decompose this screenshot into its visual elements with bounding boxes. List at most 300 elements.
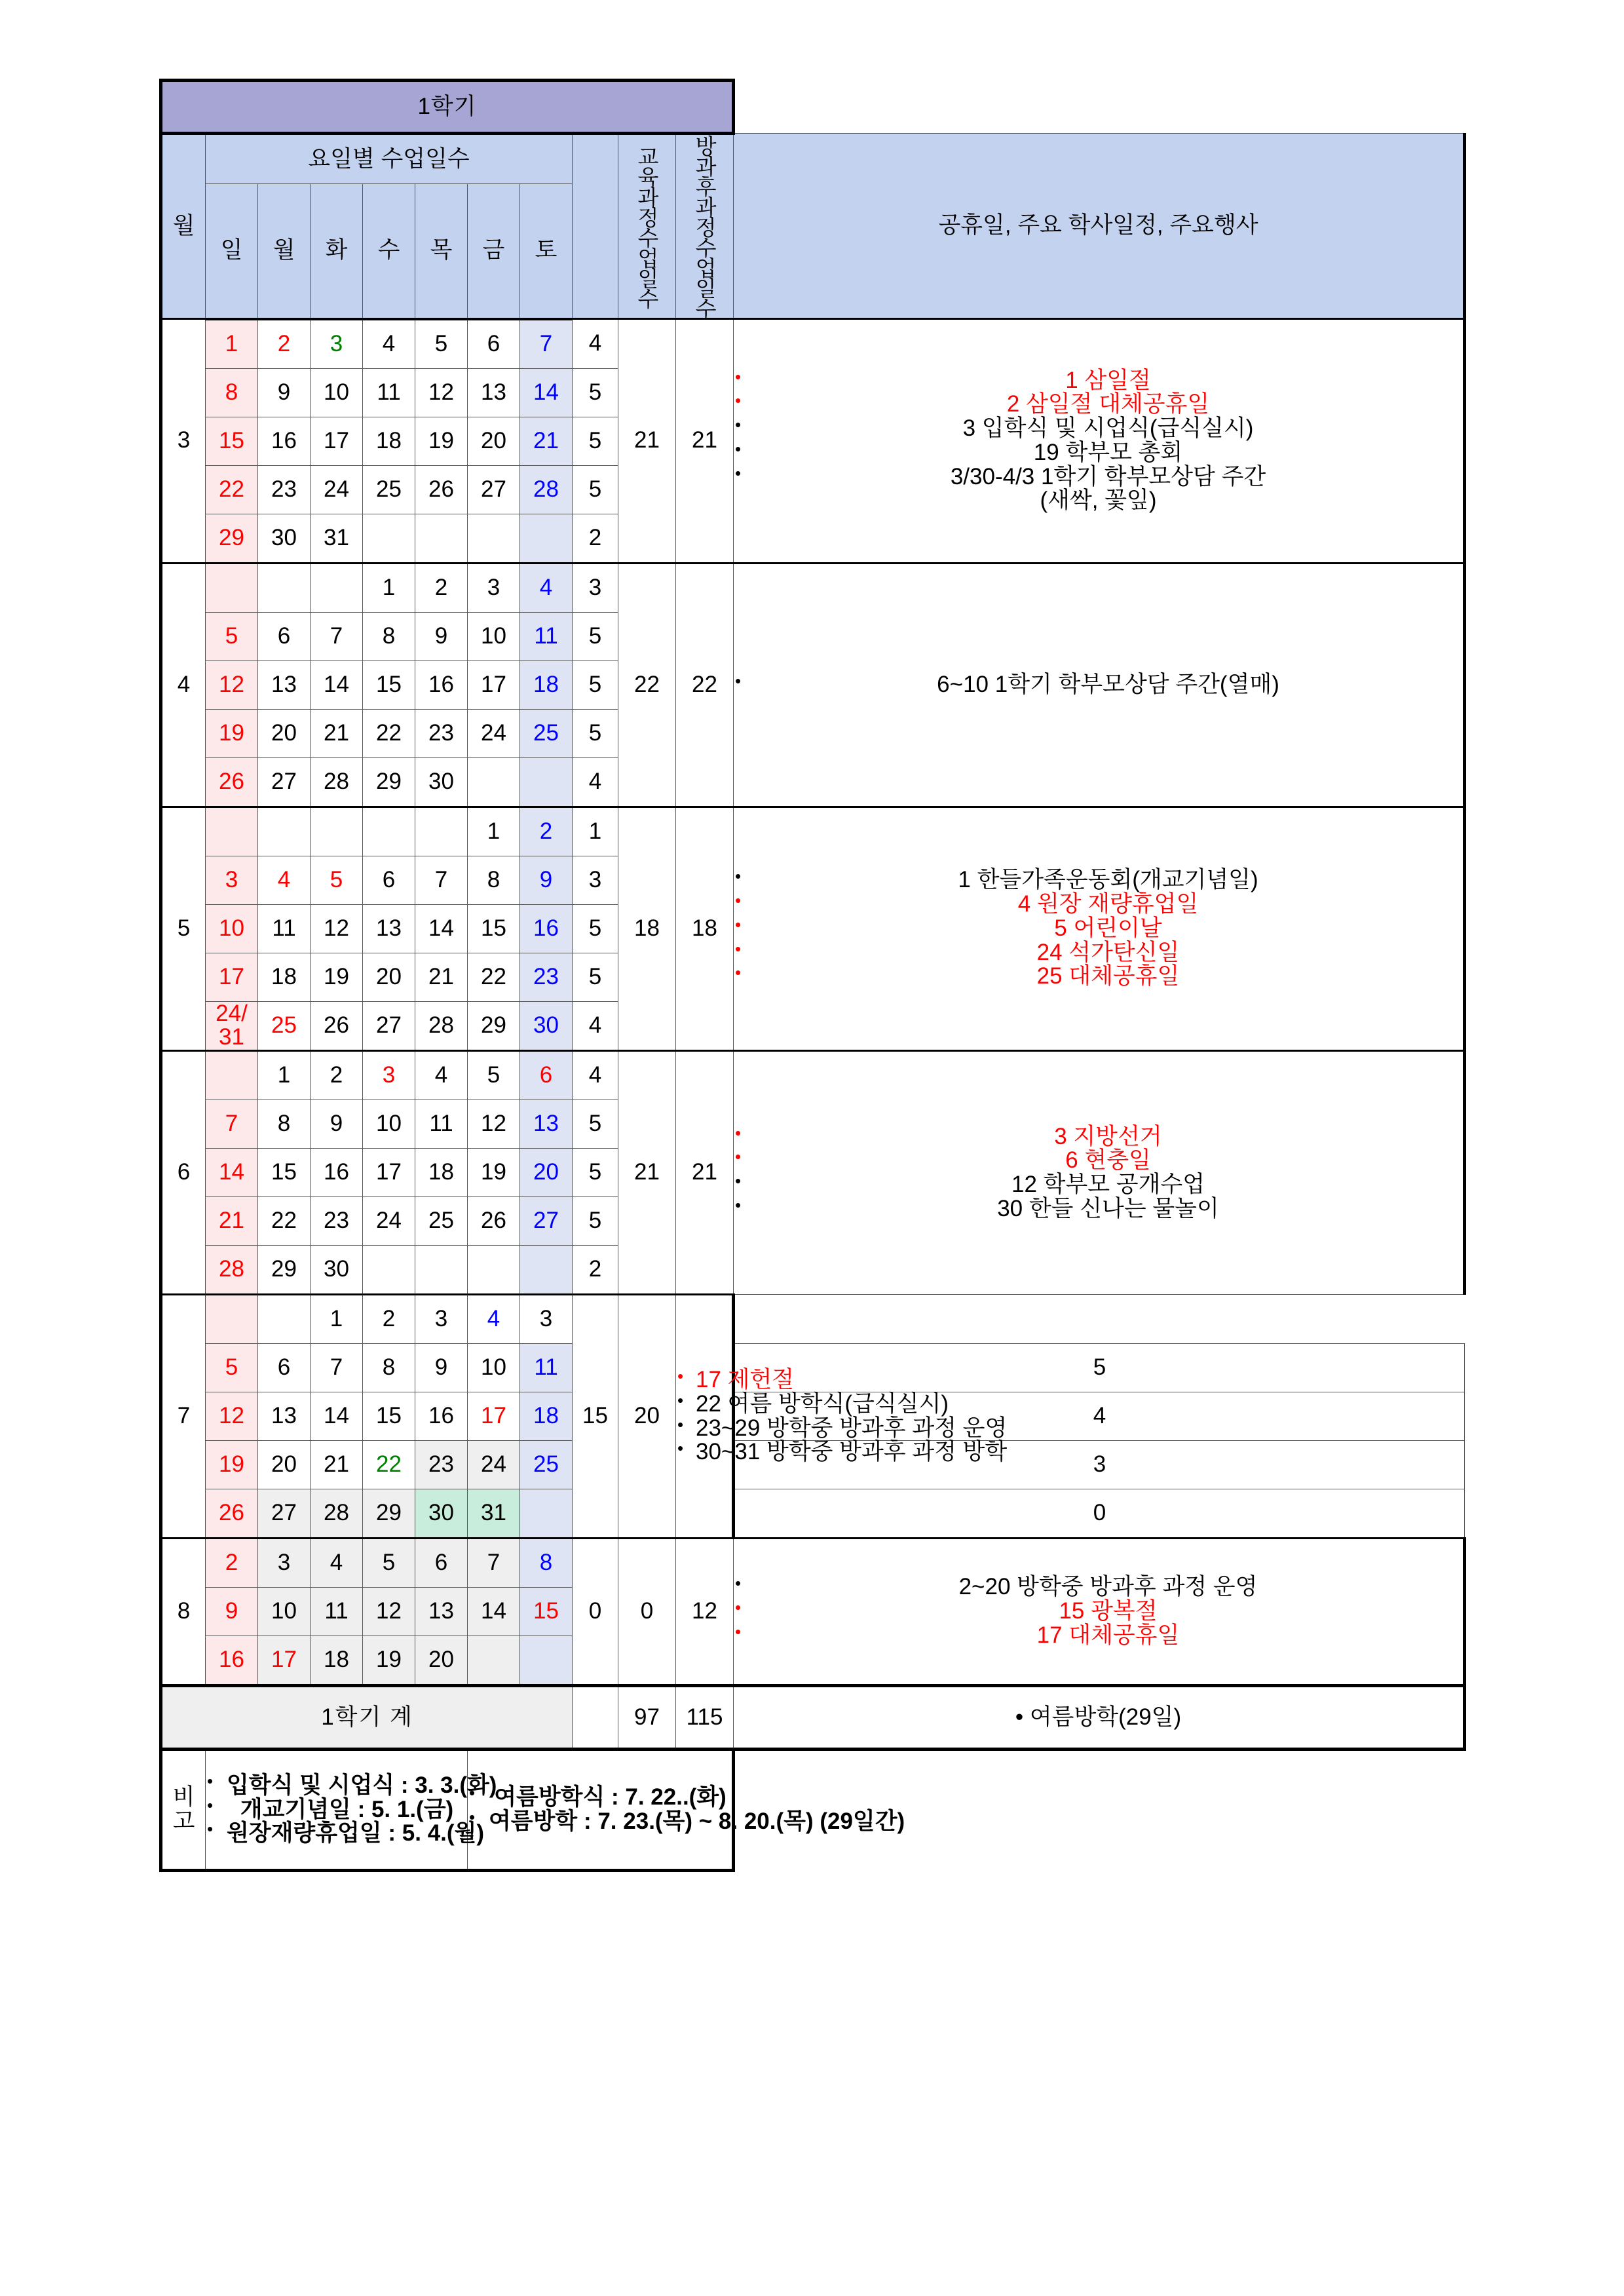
day-cell: 9 bbox=[520, 856, 573, 904]
day-cell: 27 bbox=[258, 757, 311, 807]
day-cell bbox=[363, 1246, 415, 1295]
week-day-count: 5 bbox=[573, 368, 618, 417]
remark-item: • 여름방학 : 7. 23.(목) ~ 8. 20.(목) (29일간) bbox=[468, 1810, 732, 1834]
day-cell bbox=[258, 807, 311, 856]
day-cell: 2 bbox=[311, 1051, 363, 1100]
day-cell: 8 bbox=[520, 1539, 573, 1588]
day-cell: 22 bbox=[206, 465, 258, 514]
day-cell: 30 bbox=[415, 757, 468, 807]
remark-label: 비고 bbox=[161, 1750, 206, 1871]
day-cell: 5 bbox=[468, 1051, 520, 1100]
day-cell: 28 bbox=[206, 1246, 258, 1295]
week-day-count: 4 bbox=[573, 1051, 618, 1100]
events-list bbox=[676, 1367, 1008, 1465]
day-cell bbox=[258, 1295, 311, 1344]
day-cell: 28 bbox=[311, 757, 363, 807]
week-day-count: 3 bbox=[520, 1295, 573, 1344]
day-cell: 13 bbox=[520, 1100, 573, 1149]
day-cell: 10 bbox=[468, 1344, 520, 1392]
day-cell: 9 bbox=[415, 612, 468, 660]
day-cell: 8 bbox=[468, 856, 520, 904]
day-cell: 21 bbox=[206, 1197, 258, 1246]
week-day-count: 5 bbox=[573, 465, 618, 514]
afterschool-days-value: 22 bbox=[676, 563, 734, 807]
day-cell: 15 bbox=[520, 1588, 573, 1636]
day-cell: 6 bbox=[415, 1539, 468, 1588]
day-cell bbox=[468, 757, 520, 807]
day-cell: 21 bbox=[311, 1441, 363, 1489]
remark-left-list bbox=[206, 1772, 497, 1846]
curriculum-days-value: 21 bbox=[618, 319, 676, 564]
week-day-count: 5 bbox=[573, 660, 618, 709]
calendar-table bbox=[159, 79, 1466, 1872]
header-dow-wed: 수 bbox=[363, 184, 415, 319]
day-cell: 2 bbox=[363, 1295, 415, 1344]
day-cell: 14 bbox=[415, 904, 468, 953]
week-day-count: 3 bbox=[573, 856, 618, 904]
day-cell: 13 bbox=[258, 1392, 311, 1441]
day-cell bbox=[363, 514, 415, 563]
day-cell: 5 bbox=[363, 1539, 415, 1588]
day-cell: 17 bbox=[258, 1636, 311, 1686]
events-list bbox=[734, 868, 1463, 989]
day-cell: 15 bbox=[363, 660, 415, 709]
day-cell: 19 bbox=[206, 709, 258, 757]
day-cell: 10 bbox=[258, 1588, 311, 1636]
day-cell: 5 bbox=[206, 612, 258, 660]
day-cell: 28 bbox=[520, 465, 573, 514]
day-cell: 16 bbox=[520, 904, 573, 953]
curriculum-days-value: 0 bbox=[618, 1539, 676, 1686]
events-cell bbox=[734, 1051, 1465, 1295]
day-cell: 1 bbox=[363, 563, 415, 612]
day-cell: 11 bbox=[258, 904, 311, 953]
day-cell: 11 bbox=[415, 1100, 468, 1149]
day-cell bbox=[520, 1489, 573, 1539]
event-item: • 12 학부모 공개수업 bbox=[734, 1173, 1463, 1197]
day-cell: 28 bbox=[415, 1001, 468, 1051]
week-day-count: 4 bbox=[573, 757, 618, 807]
event-item: • 1 한들가족운동회(개교기념일) bbox=[734, 868, 1463, 892]
afterschool-days-value: 21 bbox=[676, 1051, 734, 1295]
event-item: • 1 삼일절 bbox=[734, 369, 1463, 393]
day-cell: 7 bbox=[311, 1344, 363, 1392]
week-day-count: 5 bbox=[573, 612, 618, 660]
day-cell: 4 bbox=[468, 1295, 520, 1344]
week-day-count: 5 bbox=[573, 417, 618, 465]
day-cell: 9 bbox=[258, 368, 311, 417]
day-cell: 27 bbox=[258, 1489, 311, 1539]
day-cell: 25 bbox=[520, 709, 573, 757]
events-list bbox=[734, 673, 1463, 697]
day-cell: 9 bbox=[415, 1344, 468, 1392]
day-cell: 14 bbox=[311, 1392, 363, 1441]
day-cell: 13 bbox=[468, 368, 520, 417]
day-cell: 11 bbox=[311, 1588, 363, 1636]
week-day-count: 4 bbox=[573, 319, 618, 369]
day-cell: 3 bbox=[363, 1051, 415, 1100]
day-cell: 29 bbox=[468, 1001, 520, 1051]
day-cell: 18 bbox=[520, 1392, 573, 1441]
afterschool-days-value: 21 bbox=[676, 319, 734, 564]
afterschool-days-value: 18 bbox=[676, 807, 734, 1051]
day-cell bbox=[363, 807, 415, 856]
day-cell: 29 bbox=[363, 1489, 415, 1539]
event-item: • 19 학부모 총회 bbox=[734, 441, 1463, 465]
day-cell: 18 bbox=[258, 953, 311, 1001]
day-cell: 19 bbox=[415, 417, 468, 465]
header-month: 월 bbox=[161, 134, 206, 319]
events-cell bbox=[734, 807, 1465, 1051]
day-cell bbox=[206, 1051, 258, 1100]
day-cell: 19 bbox=[468, 1149, 520, 1197]
week-day-count: 0 bbox=[734, 1489, 1465, 1539]
day-cell: 7 bbox=[468, 1539, 520, 1588]
header-curriculum-days bbox=[618, 134, 676, 319]
events-cell bbox=[734, 319, 1465, 564]
day-cell: 8 bbox=[258, 1100, 311, 1149]
day-cell: 16 bbox=[206, 1636, 258, 1686]
total-week-count bbox=[573, 1686, 618, 1750]
day-cell: 1 bbox=[206, 319, 258, 369]
day-cell: 8 bbox=[363, 612, 415, 660]
day-cell: 9 bbox=[311, 1100, 363, 1149]
week-day-count: 2 bbox=[573, 1246, 618, 1295]
events-cell bbox=[676, 1295, 1008, 1539]
day-cell: 4 bbox=[415, 1051, 468, 1100]
day-cell: 8 bbox=[206, 368, 258, 417]
day-cell: 2 bbox=[520, 807, 573, 856]
event-item: • 30 한들 신나는 물놀이 bbox=[734, 1197, 1463, 1221]
event-item: • 3 지방선거 bbox=[734, 1125, 1463, 1149]
day-cell: 24 bbox=[363, 1197, 415, 1246]
day-cell: 7 bbox=[520, 319, 573, 369]
day-cell: 24 bbox=[468, 1441, 520, 1489]
event-item: • 30~31 방학중 방과후 과정 방학 bbox=[676, 1440, 732, 1464]
semester-title: 1학기 bbox=[161, 81, 734, 134]
week-day-count: 4 bbox=[734, 1392, 1465, 1441]
day-cell: 20 bbox=[258, 1441, 311, 1489]
day-cell: 16 bbox=[258, 417, 311, 465]
day-cell: 11 bbox=[520, 612, 573, 660]
header-afterschool-days bbox=[676, 134, 734, 319]
day-cell: 20 bbox=[468, 417, 520, 465]
day-cell: 6 bbox=[258, 612, 311, 660]
day-cell: 10 bbox=[468, 612, 520, 660]
total-afterschool-days: 115 bbox=[676, 1686, 734, 1750]
day-cell: 2 bbox=[415, 563, 468, 612]
day-cell: 23 bbox=[258, 465, 311, 514]
day-cell bbox=[468, 514, 520, 563]
week-day-count: 5 bbox=[573, 709, 618, 757]
day-cell: 12 bbox=[415, 368, 468, 417]
day-cell: 20 bbox=[258, 709, 311, 757]
day-cell: 21 bbox=[311, 709, 363, 757]
day-cell: 14 bbox=[206, 1149, 258, 1197]
day-cell: 23 bbox=[415, 1441, 468, 1489]
total-curriculum-days: 97 bbox=[618, 1686, 676, 1750]
day-cell: 30 bbox=[415, 1489, 468, 1539]
week-day-count: 5 bbox=[573, 904, 618, 953]
day-cell: 31 bbox=[468, 1489, 520, 1539]
day-cell: 20 bbox=[415, 1636, 468, 1686]
header-dow-sun: 일 bbox=[206, 184, 258, 319]
event-item: • 4 원장 재량휴업일 bbox=[734, 892, 1463, 917]
day-cell bbox=[520, 1636, 573, 1686]
day-cell bbox=[206, 1295, 258, 1344]
event-item: • 17 대체공휴일 bbox=[734, 1624, 1463, 1648]
event-item: (새싹, 꽃잎) bbox=[1040, 488, 1157, 514]
day-cell: 15 bbox=[468, 904, 520, 953]
day-cell: 1 bbox=[468, 807, 520, 856]
day-cell: 23 bbox=[415, 709, 468, 757]
day-cell: 31 bbox=[311, 514, 363, 563]
day-cell: 13 bbox=[363, 904, 415, 953]
month-number: 3 bbox=[161, 319, 206, 564]
day-cell: 4 bbox=[520, 563, 573, 612]
event-item: • 3/30-4/3 1학기 학부모상담 주간 bbox=[734, 465, 1463, 489]
day-cell: 6 bbox=[363, 856, 415, 904]
day-cell: 15 bbox=[363, 1392, 415, 1441]
event-item: • 3 입학식 및 시업식(급식실시) bbox=[734, 417, 1463, 441]
day-cell bbox=[311, 807, 363, 856]
header-week-count bbox=[573, 134, 618, 319]
day-cell: 30 bbox=[520, 1001, 573, 1051]
remark-right-list bbox=[468, 1784, 905, 1834]
day-cell: 26 bbox=[468, 1197, 520, 1246]
header-dow-mon: 월 bbox=[258, 184, 311, 319]
month-number: 4 bbox=[161, 563, 206, 807]
day-cell: 26 bbox=[415, 465, 468, 514]
header-events: 공휴일, 주요 학사일정, 주요행사 bbox=[734, 134, 1465, 319]
afterschool-days-value: 20 bbox=[618, 1295, 676, 1539]
day-cell bbox=[468, 1246, 520, 1295]
day-cell: 17 bbox=[206, 953, 258, 1001]
week-day-count: 2 bbox=[573, 514, 618, 563]
day-cell: 25 bbox=[520, 1441, 573, 1489]
day-cell bbox=[415, 514, 468, 563]
week-day-count: 1 bbox=[573, 807, 618, 856]
day-cell: 25 bbox=[363, 465, 415, 514]
event-item: • 24 석가탄신일 bbox=[734, 941, 1463, 965]
event-item: • 2 삼일절 대체공휴일 bbox=[734, 392, 1463, 417]
day-cell bbox=[468, 1636, 520, 1686]
day-cell: 19 bbox=[363, 1636, 415, 1686]
remark-item: • 개교기념일 : 5. 1.(금) bbox=[206, 1798, 467, 1822]
day-cell: 9 bbox=[206, 1588, 258, 1636]
events-cell bbox=[734, 1539, 1465, 1686]
day-cell: 14 bbox=[311, 660, 363, 709]
day-cell: 29 bbox=[206, 514, 258, 563]
day-cell: 20 bbox=[520, 1149, 573, 1197]
week-day-count: 5 bbox=[573, 1149, 618, 1197]
day-cell bbox=[520, 1246, 573, 1295]
week-day-count: 5 bbox=[573, 1197, 618, 1246]
event-item: • 15 광복절 bbox=[734, 1599, 1463, 1624]
day-cell: 22 bbox=[363, 709, 415, 757]
event-item: • 25 대체공휴일 bbox=[734, 965, 1463, 989]
day-cell: 12 bbox=[206, 660, 258, 709]
week-day-count: 0 bbox=[573, 1539, 618, 1686]
day-cell: 24 bbox=[311, 465, 363, 514]
day-cell: 13 bbox=[415, 1588, 468, 1636]
week-day-count: 3 bbox=[734, 1441, 1465, 1489]
month-number: 7 bbox=[161, 1295, 206, 1539]
day-cell: 14 bbox=[468, 1588, 520, 1636]
day-cell: 16 bbox=[415, 1392, 468, 1441]
day-cell: 21 bbox=[520, 417, 573, 465]
day-cell: 12 bbox=[363, 1588, 415, 1636]
day-cell: 24 bbox=[468, 709, 520, 757]
day-cell: 25 bbox=[415, 1197, 468, 1246]
remark-right bbox=[468, 1750, 905, 1871]
day-cell: 5 bbox=[311, 856, 363, 904]
day-cell: 29 bbox=[363, 757, 415, 807]
remark-left bbox=[206, 1750, 497, 1871]
day-cell: 6 bbox=[520, 1051, 573, 1100]
week-day-count: 4 bbox=[573, 1001, 618, 1051]
curriculum-days-value: 22 bbox=[618, 563, 676, 807]
day-cell: 18 bbox=[311, 1636, 363, 1686]
day-cell: 3 bbox=[311, 319, 363, 369]
curriculum-days-value: 15 bbox=[573, 1295, 618, 1539]
day-cell: 17 bbox=[363, 1149, 415, 1197]
day-cell: 8 bbox=[363, 1344, 415, 1392]
header-weekday-group: 요일별 수업일수 bbox=[206, 134, 573, 184]
day-cell: 4 bbox=[258, 856, 311, 904]
month-number: 6 bbox=[161, 1051, 206, 1295]
summer-vacation-note: • 여름방학(29일) bbox=[1015, 1704, 1182, 1730]
day-cell: 27 bbox=[363, 1001, 415, 1051]
week-day-count: 3 bbox=[573, 563, 618, 612]
day-cell: 18 bbox=[520, 660, 573, 709]
day-cell: 16 bbox=[311, 1149, 363, 1197]
week-day-count: 5 bbox=[734, 1344, 1465, 1392]
day-cell: 5 bbox=[415, 319, 468, 369]
day-cell bbox=[415, 807, 468, 856]
day-cell: 18 bbox=[415, 1149, 468, 1197]
day-cell: 22 bbox=[468, 953, 520, 1001]
header-dow-sat: 토 bbox=[520, 184, 573, 319]
event-item: • 2~20 방학중 방과후 과정 운영 bbox=[734, 1575, 1463, 1599]
day-cell: 7 bbox=[206, 1100, 258, 1149]
day-cell: 7 bbox=[311, 612, 363, 660]
events-list bbox=[734, 1125, 1463, 1221]
event-item: • 6~10 1학기 학부모상담 주간(열매) bbox=[734, 673, 1463, 697]
day-cell: 27 bbox=[468, 465, 520, 514]
day-cell: 17 bbox=[468, 1392, 520, 1441]
day-cell: 26 bbox=[311, 1001, 363, 1051]
day-cell: 6 bbox=[258, 1344, 311, 1392]
day-cell: 3 bbox=[206, 856, 258, 904]
day-cell: 30 bbox=[311, 1246, 363, 1295]
day-cell: 12 bbox=[311, 904, 363, 953]
header-dow-tue: 화 bbox=[311, 184, 363, 319]
day-cell: 26 bbox=[206, 757, 258, 807]
day-cell: 3 bbox=[468, 563, 520, 612]
header-afterschool-days-label: 방과후과정수업일수 bbox=[692, 135, 717, 318]
day-cell: 17 bbox=[468, 660, 520, 709]
month-number: 8 bbox=[161, 1539, 206, 1686]
semester-total-label: 1학기 계 bbox=[161, 1686, 573, 1750]
day-cell: 5 bbox=[206, 1344, 258, 1392]
event-item: • 6 현충일 bbox=[734, 1149, 1463, 1173]
day-cell: 23 bbox=[520, 953, 573, 1001]
day-cell: 26 bbox=[206, 1489, 258, 1539]
day-cell: 11 bbox=[520, 1344, 573, 1392]
day-cell: 22 bbox=[258, 1197, 311, 1246]
day-cell: 6 bbox=[468, 319, 520, 369]
curriculum-days-value: 18 bbox=[618, 807, 676, 1051]
day-cell bbox=[520, 514, 573, 563]
day-cell: 24/ 31 bbox=[206, 1001, 258, 1051]
day-cell: 19 bbox=[311, 953, 363, 1001]
day-cell: 23 bbox=[311, 1197, 363, 1246]
month-number: 5 bbox=[161, 807, 206, 1051]
day-cell: 14 bbox=[520, 368, 573, 417]
header-curriculum-days-label: 교육과정수업일수 bbox=[635, 145, 659, 308]
day-cell bbox=[206, 807, 258, 856]
event-item: • 17 제헌절 bbox=[676, 1368, 732, 1392]
day-cell: 2 bbox=[258, 319, 311, 369]
total-note-cell bbox=[734, 1686, 1465, 1750]
day-cell: 28 bbox=[311, 1489, 363, 1539]
day-cell bbox=[520, 757, 573, 807]
day-cell: 12 bbox=[468, 1100, 520, 1149]
day-cell: 11 bbox=[363, 368, 415, 417]
day-cell: 2 bbox=[206, 1539, 258, 1588]
day-cell: 29 bbox=[258, 1246, 311, 1295]
day-cell: 17 bbox=[311, 417, 363, 465]
day-cell: 1 bbox=[311, 1295, 363, 1344]
day-cell: 3 bbox=[258, 1539, 311, 1588]
remark-item: • 여름방학식 : 7. 22..(화) bbox=[468, 1786, 732, 1810]
day-cell: 12 bbox=[206, 1392, 258, 1441]
day-cell: 20 bbox=[363, 953, 415, 1001]
events-cell bbox=[734, 563, 1465, 807]
day-cell: 16 bbox=[415, 660, 468, 709]
day-cell: 3 bbox=[415, 1295, 468, 1344]
day-cell: 19 bbox=[206, 1441, 258, 1489]
curriculum-days-value: 21 bbox=[618, 1051, 676, 1295]
day-cell bbox=[206, 563, 258, 612]
remark-item: • 입학식 및 시업식 : 3. 3.(화) bbox=[206, 1774, 467, 1798]
day-cell: 18 bbox=[363, 417, 415, 465]
week-day-count: 5 bbox=[573, 953, 618, 1001]
day-cell: 13 bbox=[258, 660, 311, 709]
day-cell: 1 bbox=[258, 1051, 311, 1100]
header-dow-thu: 목 bbox=[415, 184, 468, 319]
day-cell: 22 bbox=[363, 1441, 415, 1489]
event-item: • 22 여름 방학식(급식실시) bbox=[676, 1392, 732, 1417]
day-cell: 15 bbox=[258, 1149, 311, 1197]
day-cell: 15 bbox=[206, 417, 258, 465]
day-cell: 21 bbox=[415, 953, 468, 1001]
events-list bbox=[734, 369, 1463, 514]
day-cell bbox=[415, 1246, 468, 1295]
afterschool-days-value: 12 bbox=[676, 1539, 734, 1686]
day-cell bbox=[258, 563, 311, 612]
day-cell: 10 bbox=[206, 904, 258, 953]
day-cell: 4 bbox=[363, 319, 415, 369]
day-cell: 10 bbox=[311, 368, 363, 417]
remark-item: • 원장재량휴업일 : 5. 4.(월) bbox=[206, 1822, 467, 1846]
school-calendar-sheet bbox=[159, 79, 1466, 1872]
day-cell: 4 bbox=[311, 1539, 363, 1588]
day-cell bbox=[311, 563, 363, 612]
event-item: • 5 어린이날 bbox=[734, 917, 1463, 941]
day-cell: 7 bbox=[415, 856, 468, 904]
